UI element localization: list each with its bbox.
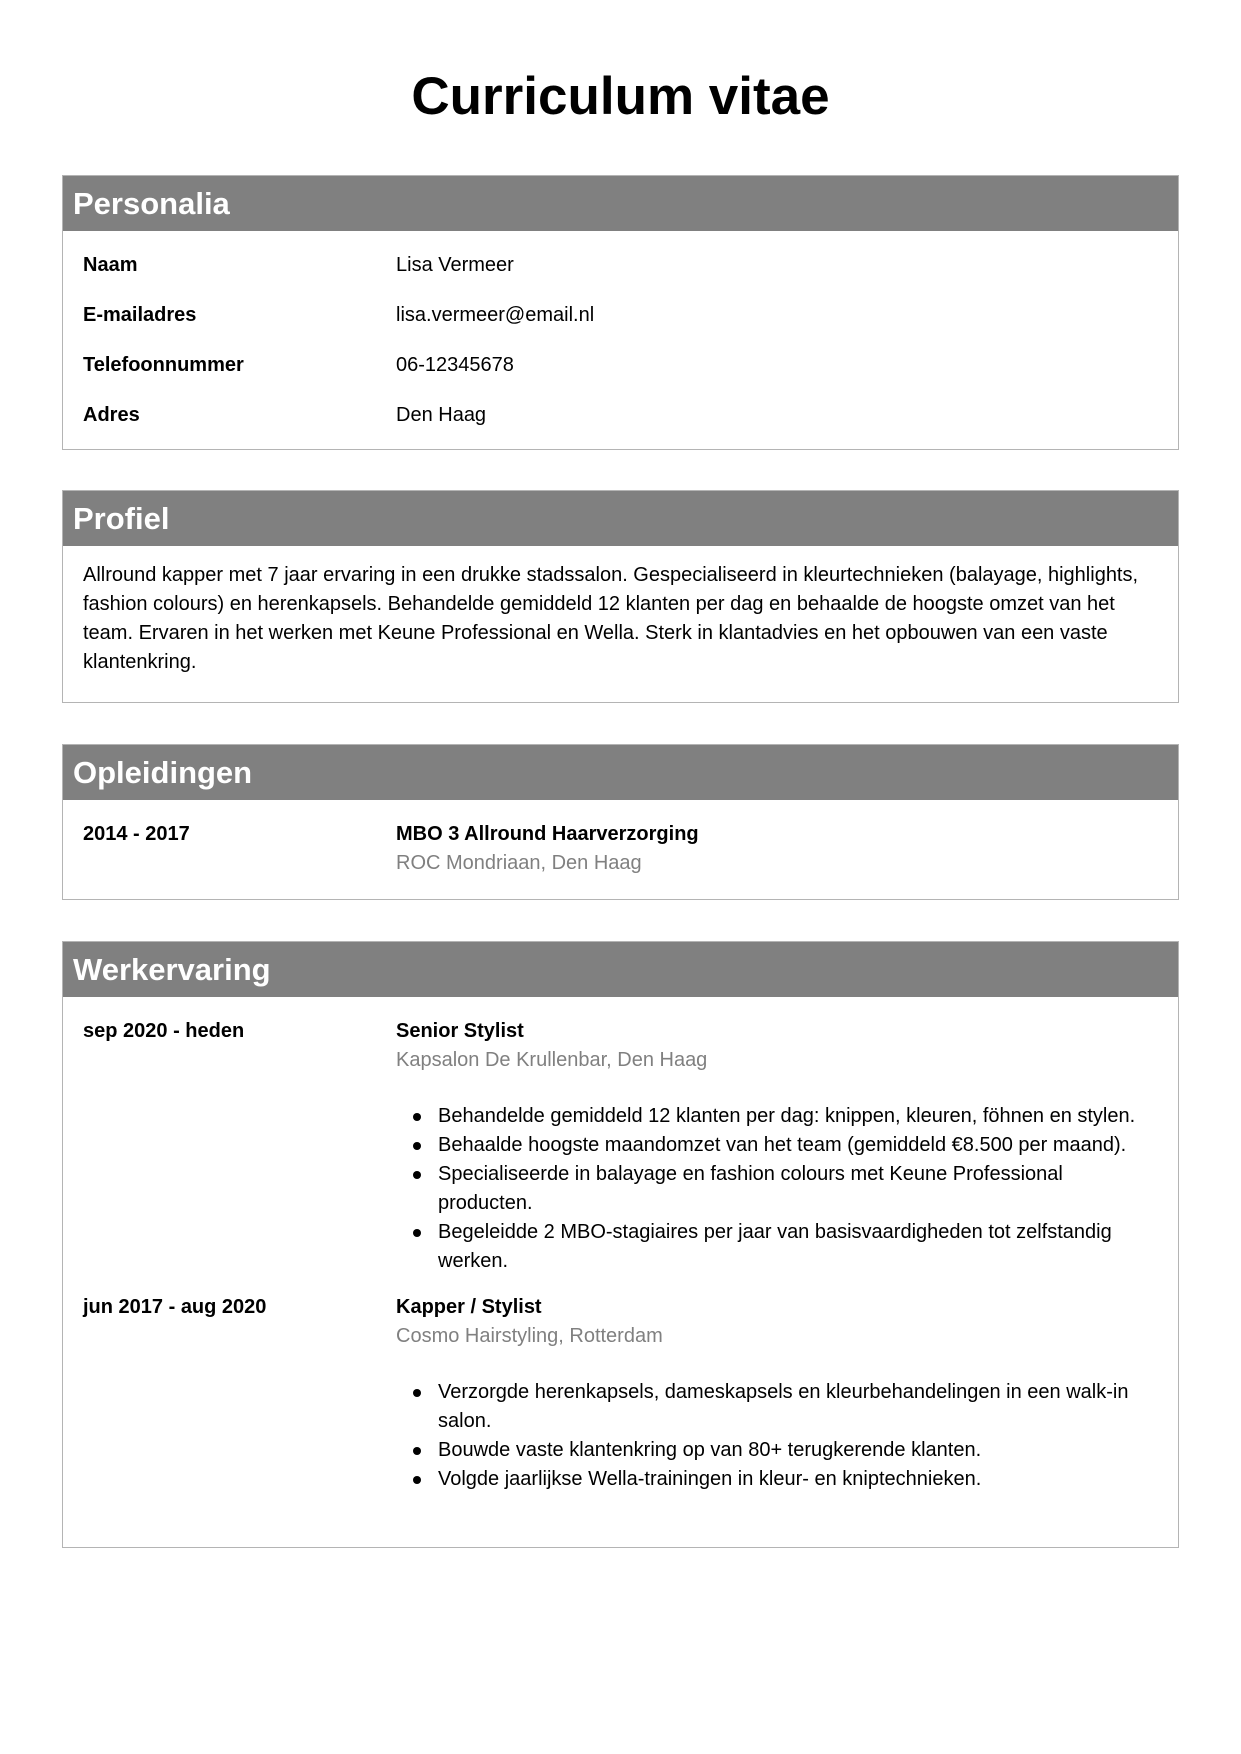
personalia-row-telefoon (83, 351, 1158, 401)
list-item: Specialiseerde in balayage en fashion colours met Keune Professional producten. (438, 1160, 1158, 1218)
entry-bullet-list (396, 1102, 1158, 1276)
entry-period: jun 2017 - aug 2020 (83, 1296, 267, 1318)
entry-company: Cosmo Hairstyling, Rotterdam (396, 1325, 663, 1347)
entry-bullet-list (396, 1378, 1158, 1494)
field-label: Naam (83, 254, 138, 276)
work-entry (83, 1293, 1158, 1494)
section-personalia (62, 175, 1179, 450)
section-heading: Opleidingen (63, 745, 1178, 800)
section-heading: Werkervaring (63, 942, 1178, 997)
field-value: lisa.vermeer@email.nl (396, 304, 595, 326)
list-item: Verzorgde herenkapsels, dameskapsels en kleurbehandelingen in een walk-in salon. (438, 1378, 1158, 1436)
profile-text: Allround kapper met 7 jaar ervaring in een drukke stadssalon. Gespecialiseerd in kleurtechnieken (balayage, highlights, fashion colours) en herenkapsels. Behandelde gemiddeld 12 klanten per dag en behaalde de hoogste omzet van het team. Ervaren in het werken met Keune Professional en Wella. Sterk in klantadvies en het opbouwen van een vaste klantenkring. (83, 564, 1139, 673)
page-title: Curriculum vitae (411, 67, 830, 126)
list-item: Begeleidde 2 MBO-stagiaires per jaar van basisvaardigheden tot zelfstandig werken. (438, 1218, 1158, 1276)
section-profiel (62, 490, 1179, 703)
list-item: Bouwde vaste klantenkring op van 80+ terugkerende klanten. (438, 1436, 1158, 1465)
list-item: Behaalde hoogste maandomzet van het team (gemiddeld €8.500 per maand). (438, 1131, 1158, 1160)
list-item: Behandelde gemiddeld 12 klanten per dag: knippen, kleuren, föhnen en stylen. (438, 1102, 1158, 1131)
field-value: 06-12345678 (396, 354, 514, 376)
work-entry (83, 1017, 1158, 1276)
entry-title: MBO 3 Allround Haarverzorging (396, 823, 699, 845)
entry-period: 2014 - 2017 (83, 823, 190, 845)
entry-title: Kapper / Stylist (396, 1296, 542, 1318)
field-label: E-mailadres (83, 304, 197, 326)
entry-period: sep 2020 - heden (83, 1020, 245, 1042)
field-label: Adres (83, 404, 140, 426)
field-value: Den Haag (396, 404, 487, 426)
education-entry (83, 820, 1158, 878)
entry-company: Kapsalon De Krullenbar, Den Haag (396, 1049, 708, 1071)
section-heading: Profiel (63, 491, 1178, 546)
section-opleidingen (62, 744, 1179, 900)
list-item: Volgde jaarlijkse Wella-trainingen in kleur- en kniptechnieken. (438, 1465, 1158, 1494)
entry-institution: ROC Mondriaan, Den Haag (396, 852, 642, 874)
entry-title: Senior Stylist (396, 1020, 524, 1042)
section-heading: Personalia (63, 176, 1178, 231)
personalia-row-naam (83, 251, 1158, 301)
personalia-row-adres (83, 401, 1158, 451)
field-value: Lisa Vermeer (396, 254, 514, 276)
field-label: Telefoonnummer (83, 354, 244, 376)
personalia-row-email (83, 301, 1158, 351)
section-werkervaring (62, 941, 1179, 1548)
